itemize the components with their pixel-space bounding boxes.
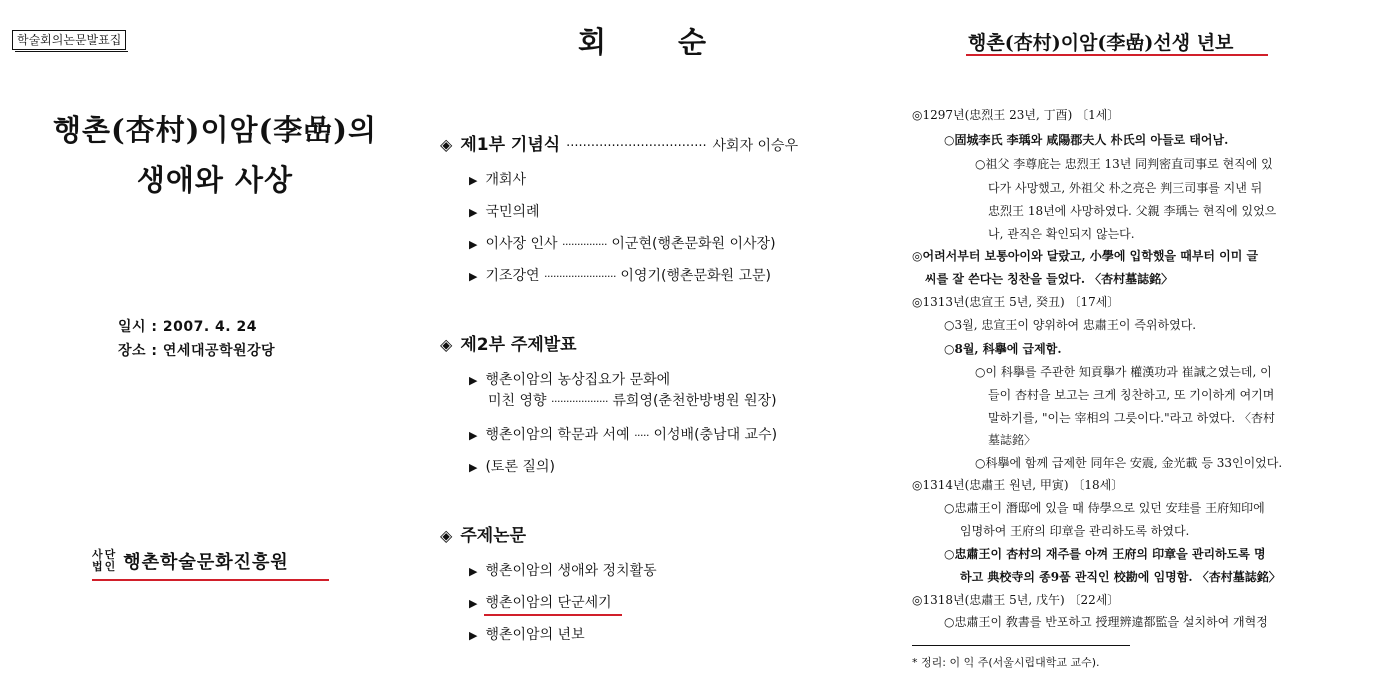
program-item	[469, 370, 670, 391]
item-leader: ···············	[562, 238, 607, 251]
program-heading-char1: 회	[578, 25, 607, 59]
item-label: 행촌이암의 단군세기	[485, 595, 612, 611]
diamond-bullet-icon: ◈	[440, 526, 453, 545]
triangle-bullet-icon: ▶	[469, 270, 478, 283]
chronology-title-underline	[966, 54, 1268, 56]
item-label: 행촌이암의 생애와 정치활동	[485, 563, 657, 579]
part2-title: 제2부 주제발표	[460, 335, 577, 355]
program-item	[469, 561, 657, 582]
program-heading	[578, 20, 706, 61]
triangle-bullet-icon: ▶	[469, 174, 478, 187]
event-place: 장소 : 연세대공학원강당	[118, 343, 276, 359]
chronology-line: 나, 관직은 확인되지 않는다.	[988, 227, 1135, 241]
program-item	[469, 425, 777, 446]
part1-leader: ··································	[566, 139, 707, 154]
triangle-bullet-icon: ▶	[469, 374, 478, 387]
org-name: 행촌학술문화진흥원	[123, 552, 289, 573]
item-label: 개회사	[485, 172, 527, 188]
chronology-line: ○8월, 科擧에 급제함.	[944, 342, 1062, 356]
part1-heading	[440, 130, 798, 155]
item-label: 행촌이암의 학문과 서예	[485, 427, 630, 443]
triangle-bullet-icon: ▶	[469, 429, 478, 442]
footnote: * 정리: 이 익 주(서울시립대학교 교수).	[912, 656, 1100, 669]
chronology-line: ◎1297년(忠烈王 23년, 丁酉) 〔1세〕	[912, 108, 1120, 122]
part2-heading	[440, 330, 577, 355]
event-date: 일시 : 2007. 4. 24	[118, 319, 257, 335]
item-label: 이사장 인사	[485, 236, 558, 252]
org-prefix-bottom: 법인	[92, 560, 118, 573]
chronology-line: ◎어려서부터 보통아이와 달랐고, 小學에 입학했을 때부터 이미 글	[912, 249, 1259, 263]
triangle-bullet-icon: ▶	[469, 238, 478, 251]
item-person: 이성배(충남대 교수)	[653, 427, 778, 443]
part1-title: 제1부 기념식	[460, 135, 561, 155]
triangle-bullet-icon: ▶	[469, 597, 478, 610]
item-person: 이영기(행촌문화원 고문)	[620, 268, 772, 284]
item-leader: ························	[544, 270, 616, 283]
document-title-line1: 행촌(杏村)이암(李嵒)의	[53, 113, 377, 147]
chronology-line: ◎1314년(忠肅王 원년, 甲寅) 〔18세〕	[912, 478, 1124, 492]
program-item	[469, 593, 612, 614]
chronology-line: 들이 杏村을 보고는 크게 칭찬하고, 또 기이하게 여기며	[988, 388, 1275, 402]
chronology-line: ○固城李氏 李瑀와 咸陽郡夫人 朴氏의 아들로 태어남.	[944, 133, 1229, 147]
triangle-bullet-icon: ▶	[469, 461, 478, 474]
triangle-bullet-icon: ▶	[469, 206, 478, 219]
triangle-bullet-icon: ▶	[469, 565, 478, 578]
chronology-line: ○忠肅王이 潛邸에 있을 때 侍學으로 있던 安珪를 王府知印에	[944, 501, 1265, 515]
chronology-line: ○3월, 忠宣王이 양위하여 忠肅王이 즉위하였다.	[944, 318, 1197, 332]
item-label: 미친 영향	[488, 393, 547, 409]
item-label: 기조강연	[485, 268, 540, 284]
org-prefix	[92, 549, 117, 573]
chronology-line: ◎1313년(忠宣王 5년, 癸丑) 〔17세〕	[912, 295, 1120, 309]
part1-host: 사회자 이승우	[712, 138, 799, 154]
part3-title: 주제논문	[460, 526, 527, 546]
diamond-bullet-icon: ◈	[440, 135, 453, 154]
chronology-line: 말하기를, "이는 宰相의 그릇이다."라고 하였다. 〈杏村	[988, 411, 1276, 425]
chronology-title: 행촌(杏村)이암(李嵒)선생 년보	[968, 32, 1234, 54]
chronology-line: ○祖父 李尊庇는 忠烈王 13년 同判密直司事로 현직에 있	[975, 157, 1273, 171]
program-heading-char2: 순	[678, 25, 707, 59]
organizer	[92, 548, 289, 574]
program-item	[469, 457, 555, 478]
item-person: 류희영(춘천한방병원 원장)	[612, 393, 777, 409]
chronology-line: 忠烈王 18년에 사망하였다. 父親 李瑀는 현직에 있었으	[988, 204, 1277, 218]
program-item-continued	[488, 391, 777, 412]
program-item	[469, 266, 771, 287]
chronology-line: 하고 典校寺의 종9품 관직인 校勘에 임명함. 〈杏村墓誌銘〉	[960, 570, 1281, 584]
org-underline	[92, 579, 329, 581]
chronology-line: ○이 科擧를 주관한 知貢擧가 權漢功과 崔誠之였는데, 이	[975, 365, 1272, 379]
program-item	[469, 202, 540, 223]
chronology-line: ○科擧에 함께 급제한 同年은 安震, 金光載 등 33인이었다.	[975, 456, 1283, 470]
item-leader: ·····	[634, 429, 650, 442]
item-underline	[484, 614, 622, 616]
chronology-line: ◎1318년(忠肅王 5년, 戊午) 〔22세〕	[912, 593, 1120, 607]
part3-heading	[440, 521, 526, 546]
chronology-line: 墓誌銘〉	[988, 433, 1037, 447]
chronology-line: 임명하여 王府의 印章을 관리하도록 하였다.	[960, 524, 1190, 538]
item-label: 국민의례	[485, 204, 540, 220]
diamond-bullet-icon: ◈	[440, 335, 453, 354]
chronology-line: ○忠肅王이 杏村의 재주를 아껴 王府의 印章을 관리하도록 명	[944, 547, 1266, 561]
item-label: 행촌이암의 농상집요가 문화에	[485, 372, 671, 388]
series-label: 학술회의논문발표집	[12, 30, 126, 50]
program-item	[469, 170, 526, 191]
chronology-line: 씨를 잘 쓴다는 칭찬을 들었다. 〈杏村墓誌銘〉	[925, 272, 1174, 286]
item-person: 이군현(행촌문화원 이사장)	[611, 236, 776, 252]
program-item	[469, 234, 776, 255]
chronology-line: ○忠肅王이 敎書를 반포하고 授理辨違都監을 설치하여 개혁정	[944, 615, 1268, 629]
program-item	[469, 625, 585, 646]
triangle-bullet-icon: ▶	[469, 629, 478, 642]
footnote-divider	[912, 645, 1130, 646]
item-label: 행촌이암의 년보	[485, 627, 585, 643]
document-title-line2: 생애와 사상	[136, 163, 294, 197]
chronology-line: 다가 사망했고, 外祖父 朴之亮은 判三司事를 지낸 뒤	[988, 181, 1263, 195]
item-label: (토론 질의)	[485, 459, 555, 475]
org-prefix-top: 사단	[92, 548, 118, 561]
item-leader: ···················	[551, 395, 608, 408]
